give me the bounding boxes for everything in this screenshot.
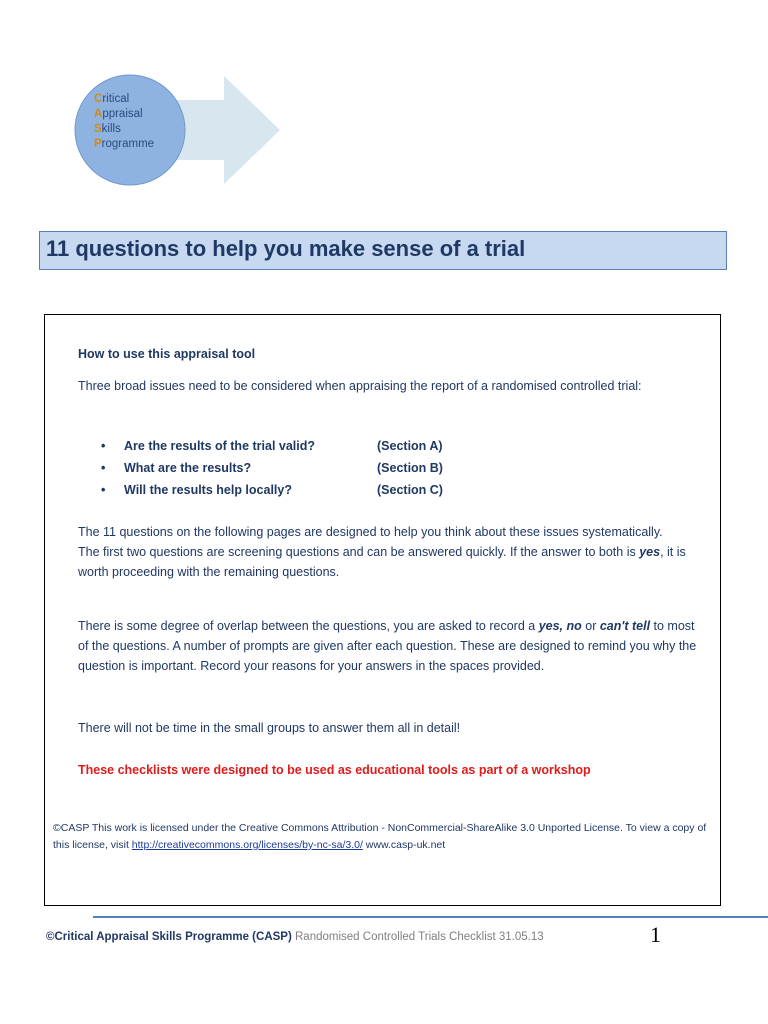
logo-line-critical: Critical: [94, 93, 130, 105]
casp-logo: [74, 74, 284, 186]
footer-org: ©Critical Appraisal Skills Programme (CASP): [46, 931, 292, 943]
instructions-heading: How to use this appraisal tool: [78, 347, 256, 361]
workshop-warning: These checklists were designed to be used as educational tools as part of a workshop: [78, 763, 591, 777]
footer: [46, 931, 544, 943]
logo-line-appraisal: Appraisal: [94, 108, 143, 120]
logo-line-skills: Skills: [94, 123, 121, 135]
logo-text: [94, 92, 154, 152]
license-link[interactable]: http://creativecommons.org/licenses/by-nc-sa/3.0/: [131, 839, 363, 851]
paragraph-questions: The 11 questions on the following pages are designed to help you think about these issues systematically. The first two questions are screening questions and can be answered quickly. If the answer to both is yes, it is worth proceeding with the remaining questions.: [78, 525, 686, 579]
title-banner: [39, 231, 727, 270]
footer-divider: [93, 916, 768, 918]
logo-line-programme: Programme: [94, 138, 155, 150]
paragraph-overlap: There is some degree of overlap between the questions, you are asked to record a yes, no or can't tell to most of the questions. A number of prompts are given after each question. These are designed to remind you why the question is important. Record your reasons for your answers in the spaces provided.: [78, 619, 697, 673]
license-text: ©CASP This work is licensed under the Creative Commons Attribution - NonCommercial-ShareAlike 3.0 Unported License. To view a copy of this license, visit http://creativecommons.org/licenses/by-nc-sa/3.0/ www.casp-uk.net: [53, 822, 707, 851]
page-number: 1: [650, 922, 661, 947]
instructions-box: How to use this appraisal tool Three broad issues need to be considered when appraising the report of a randomised controlled trial: • Are the results of the trial valid? (Section A) • What are the results? (Section B) • Will the results help locally? (Section C) The 11 questions on the following pages are designed to help you think about these issues systematically. The first two questions are screening questions and can be answered quickly. If the answer to both is yes, it is worth proceeding with the remaining questions. There is some degree of overlap between the questions, you are asked to record a yes, no or can't tell to most of the questions. A number of prompts are given after each question. These are designed to remind you why the question is important. Record your reasons for your answers in the spaces provided. There will not be time in the small groups to answer them all in detail! These checklists were designed to be used as educational tools as part of a workshop ©CASP This work is licensed under the Creative Commons Attribution - NonCommercial-ShareAlike 3.0 Unported License. To view a copy of this license, visit http://creativecommons.org/licenses/by-nc-sa/3.0/ www.casp-uk.net: [44, 314, 721, 906]
paragraph-time: There will not be time in the small groups to answer them all in detail!: [78, 721, 461, 735]
intro-paragraph: Three broad issues need to be considered when appraising the report of a randomised controlled trial:: [78, 379, 642, 393]
page-title: 11 questions to help you make sense of a trial: [46, 236, 526, 261]
footer-doc: Randomised Controlled Trials Checklist 31.05.13: [295, 931, 544, 943]
